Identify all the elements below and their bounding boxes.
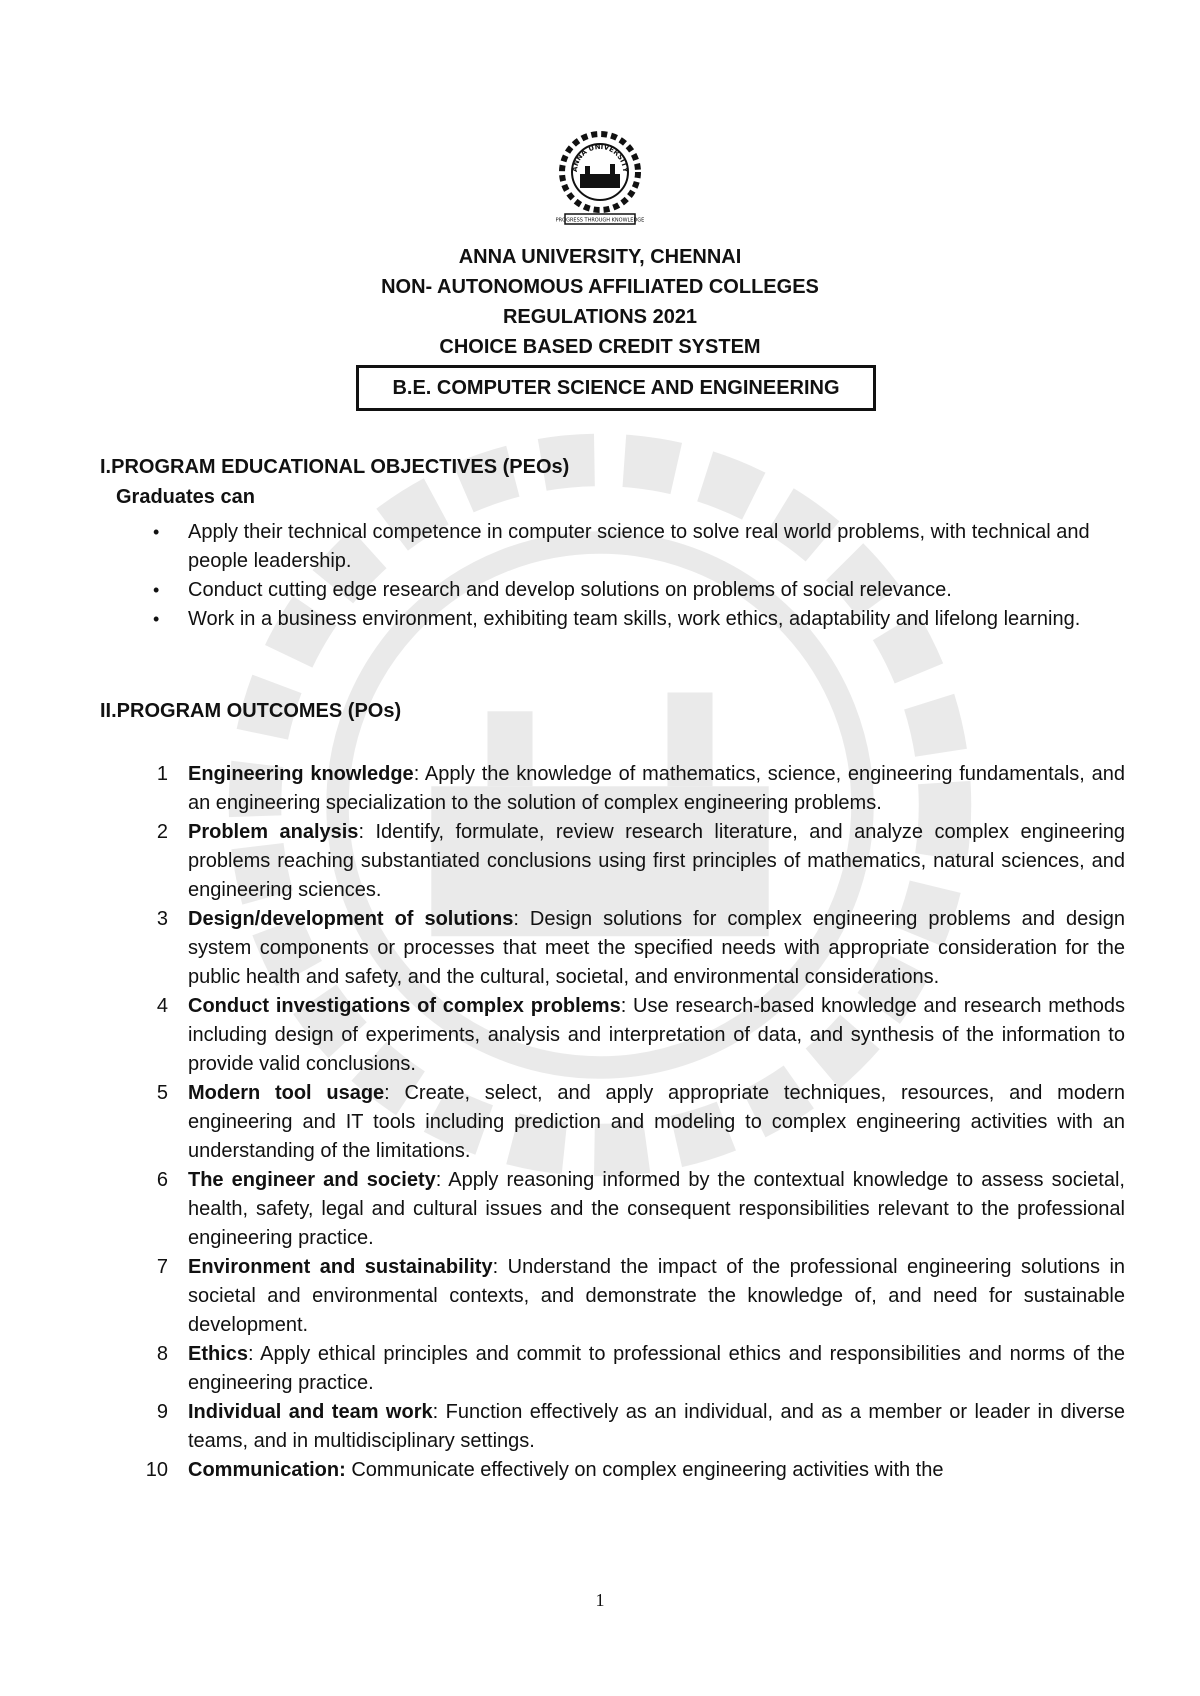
item-number: 6 bbox=[156, 1169, 168, 1191]
item-term: Design/development of solutions bbox=[188, 908, 514, 930]
item-term: The engineer and society bbox=[188, 1169, 436, 1191]
item-separator: : bbox=[358, 821, 364, 843]
list-item bbox=[130, 1398, 1125, 1456]
po-list bbox=[130, 760, 1125, 1485]
item-text: Use research-based knowledge and research methods including design of experiments, analysis and interpretation of data, and synthesis of the information to provide valid conclusions. bbox=[188, 995, 1125, 1075]
item-number: 8 bbox=[156, 1343, 168, 1365]
item-number: 7 bbox=[156, 1256, 168, 1278]
list-item bbox=[130, 1340, 1125, 1398]
item-text: Function effectively as an individual, and as a member or leader in diverse teams, and in multidisciplinary settings. bbox=[188, 1401, 1125, 1452]
list-item: • Apply their technical competence in computer science to solve real world problems, with technical and people leadership. bbox=[150, 518, 1110, 576]
university-name: ANNA UNIVERSITY, CHENNAI bbox=[458, 246, 742, 268]
item-separator: : bbox=[248, 1343, 254, 1365]
section-title-pos: II.PROGRAM OUTCOMES (POs) bbox=[100, 700, 402, 722]
item-text: Identify, formulate, review research literature, and analyze complex engineering problems reaching substantiated conclusions using first principles of mathematics, natural sciences, and engineering sciences. bbox=[188, 821, 1125, 901]
list-item bbox=[130, 818, 1125, 905]
item-number: 1 bbox=[156, 763, 168, 785]
item-text: Create, select, and apply appropriate techniques, resources, and modern engineering and IT tools including prediction and modeling to complex engineering activities with an understanding of the limitations. bbox=[188, 1082, 1125, 1162]
list-item: • Conduct cutting edge research and develop solutions on problems of social relevance. bbox=[150, 576, 1110, 605]
item-number: 10 bbox=[145, 1459, 168, 1481]
item-term: Ethics bbox=[188, 1343, 249, 1365]
item-term: Modern tool usage bbox=[188, 1082, 385, 1104]
credit-system: CHOICE BASED CREDIT SYSTEM bbox=[439, 336, 761, 358]
item-term: Problem analysis bbox=[188, 821, 359, 843]
item-text: Apply the knowledge of mathematics, science, engineering fundamentals, and an engineering specialization to the solution of complex engineering problems. bbox=[188, 763, 1125, 814]
item-term: Environment and sustainability bbox=[188, 1256, 493, 1278]
section-title-peos: I.PROGRAM EDUCATIONAL OBJECTIVES (PEOs) bbox=[100, 456, 570, 478]
item-separator: : bbox=[620, 995, 627, 1017]
item-text: Communicate effectively on complex engineering activities with the bbox=[345, 1459, 944, 1481]
logo-arc-text: ANNA UNIVERSITY bbox=[570, 142, 630, 173]
regulations: REGULATIONS 2021 bbox=[502, 306, 698, 328]
item-term: Individual and team work bbox=[188, 1401, 433, 1423]
svg-text:ANNA UNIVERSITY bbox=[571, 143, 629, 174]
item-term: Engineering knowledge bbox=[188, 763, 414, 785]
list-item bbox=[130, 760, 1125, 818]
document-header bbox=[0, 242, 1200, 362]
item-number: 3 bbox=[156, 908, 168, 930]
peo-intro: Graduates can bbox=[116, 486, 255, 508]
item-text: Apply ethical principles and commit to professional ethics and responsibilities and norms of the engineering practice. bbox=[188, 1343, 1125, 1394]
college-type: NON- AUTONOMOUS AFFILIATED COLLEGES bbox=[381, 276, 819, 298]
item-term: Conduct investigations of complex problems bbox=[188, 995, 621, 1017]
item-term: Communication: bbox=[188, 1459, 346, 1481]
item-separator: : bbox=[413, 763, 420, 785]
list-item bbox=[130, 1456, 1125, 1485]
logo-motto: PROGRESS THROUGH KNOWLEDGE bbox=[555, 217, 645, 224]
anna-university-logo bbox=[535, 130, 665, 230]
item-number: 2 bbox=[156, 821, 168, 843]
list-item bbox=[130, 1253, 1125, 1340]
item-number: 4 bbox=[156, 995, 168, 1017]
list-item bbox=[130, 905, 1125, 992]
item-separator: : bbox=[432, 1401, 439, 1423]
list-item: • Work in a business environment, exhibiting team skills, work ethics, adaptability and lifelong learning. bbox=[150, 605, 1110, 634]
item-text: Design solutions for complex engineering problems and design system components or processes that meet the specified needs with appropriate consideration for the public health and safety, and the cultural, societal, and environmental considerations. bbox=[188, 908, 1125, 988]
peo-list bbox=[150, 518, 1110, 634]
item-text: Apply reasoning informed by the contextual knowledge to assess societal, health, safety, legal and cultural issues and the consequent responsibilities relevant to the professional engineering practice. bbox=[188, 1169, 1125, 1249]
item-text: Understand the impact of the professional engineering solutions in societal and environmental contexts, and demonstrate the knowledge of, and need for sustainable development. bbox=[188, 1256, 1126, 1336]
list-item bbox=[130, 992, 1125, 1079]
degree-title: B.E. COMPUTER SCIENCE AND ENGINEERING bbox=[392, 376, 840, 399]
item-number: 5 bbox=[156, 1082, 168, 1104]
item-separator: : bbox=[492, 1256, 499, 1278]
item-number: 9 bbox=[156, 1401, 168, 1423]
item-separator: : bbox=[384, 1082, 390, 1104]
item-separator: : bbox=[513, 908, 519, 930]
page-number: 1 bbox=[595, 1590, 605, 1610]
degree-title-box bbox=[356, 365, 876, 411]
list-item bbox=[130, 1079, 1125, 1166]
item-separator: : bbox=[435, 1169, 442, 1191]
list-item bbox=[130, 1166, 1125, 1253]
